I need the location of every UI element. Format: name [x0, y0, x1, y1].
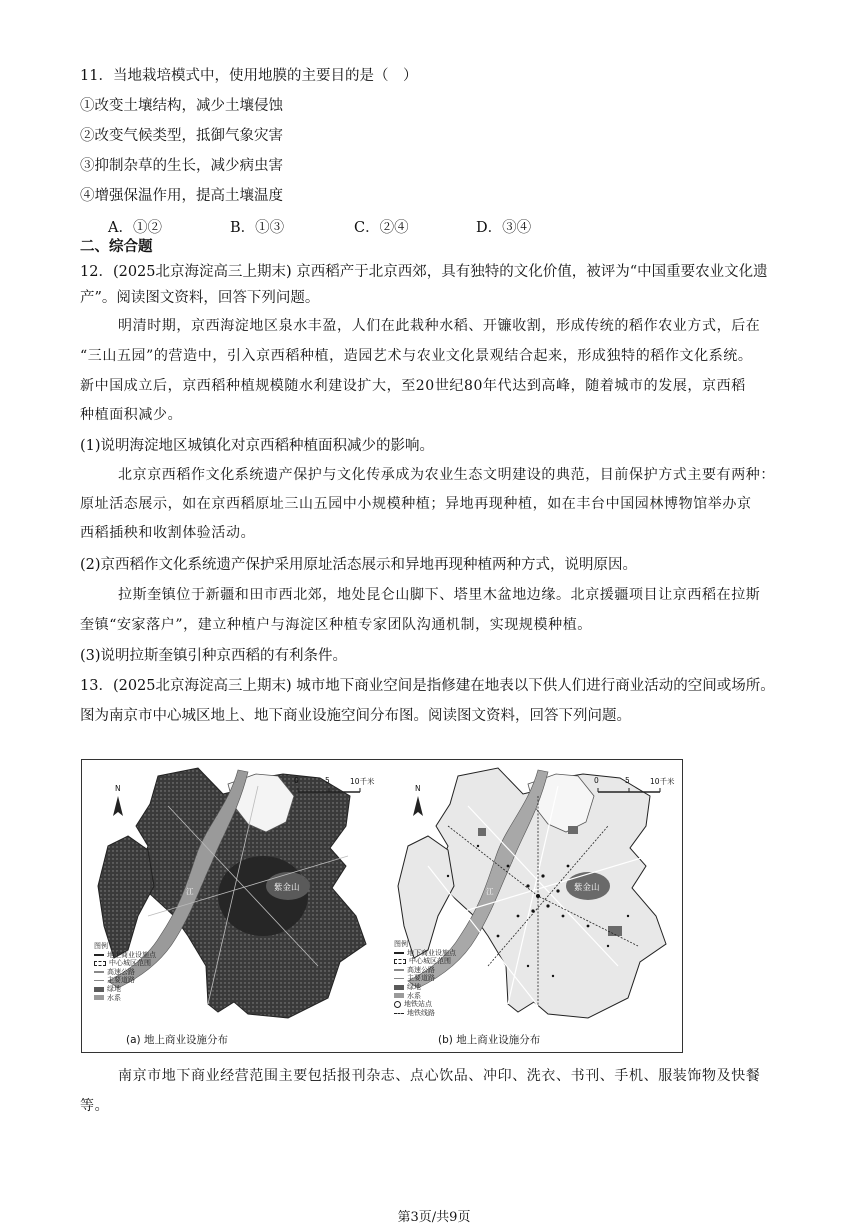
north-arrow [113, 796, 123, 816]
legend-item: 主要道路 [107, 976, 135, 985]
map-b-legend [394, 940, 456, 1017]
scale-10: 10千米 [650, 777, 675, 786]
legend-title: 图例 [394, 940, 408, 948]
q11-item-3: ③抑制杂草的生长，减少病虫害 [80, 158, 283, 174]
q12-sub3: (3)说明拉斯奎镇引种京西稻的有利条件。 [80, 648, 348, 664]
north-label: N [415, 784, 421, 793]
q12-material2-line2: 原址活态展示，如在京西稻原址三山五园中小规模种植；异地再现种植，如在丰台中国园林博物馆举办京 [80, 496, 752, 512]
q12-material3-line2: 奎镇“安家落户”，建立种植户与海淀区种植专家团队沟通机制，实现规模种植。 [80, 617, 592, 633]
nanjing-commercial-map-figure [81, 759, 683, 1053]
legend-item: 中心城区范围 [109, 959, 151, 968]
q12-material1-line1: 明清时期，京西海淀地区泉水丰盈，人们在此栽种水稻、开镰收割，形成传统的稻作农业方式，后在 [118, 318, 761, 334]
q11-item-2: ②改变气候类型，抵御气象灾害 [80, 128, 283, 144]
legend-item: 高速公路 [407, 965, 435, 974]
legend-title: 图例 [94, 942, 108, 950]
q12-material1-line2: “三山五园”的营造中，引入京西稻种植，造园艺术与农业文化景观结合起来，形成独特的稻作文化系统。 [80, 348, 753, 364]
scale-5: 5 [625, 776, 630, 785]
north-arrow [413, 796, 423, 816]
north-label: N [115, 784, 121, 793]
map-a-legend [94, 942, 156, 1002]
q13-after-line1: 南京市地下商业经营范围主要包括报刊杂志、点心饮品、冲印、洗衣、书刊、手机、服装饰物及快餐 [118, 1068, 761, 1084]
option-c[interactable]: C．②④ [354, 220, 409, 236]
q13-intro-line1: 13．(2025北京海淀高三上期末) 城市地下商业空间是指修建在地表以下供人们进行商业活动的空间或场所。 [80, 678, 775, 694]
legend-item: 绿地 [107, 984, 121, 993]
legend-item: 绿地 [407, 982, 421, 991]
mountain-label: 紫金山 [574, 883, 600, 893]
map-panel-b [388, 766, 678, 1028]
scale-0: 0 [294, 776, 299, 785]
map-panel-a [88, 766, 378, 1028]
legend-item: 水系 [407, 991, 421, 1000]
page-footer: 第3页/共9页 [397, 1210, 471, 1225]
option-b[interactable]: B．①③ [230, 220, 285, 236]
legend-item: 地下商业设施点 [407, 948, 456, 957]
q12-material2-line3: 西稻插秧和收割体验活动。 [80, 525, 256, 541]
legend-item: 中心城区范围 [409, 957, 451, 966]
q11-item-4: ④增强保温作用，提高土壤温度 [80, 188, 283, 204]
scale-5: 5 [325, 776, 330, 785]
q12-sub2: (2)京西稻作文化系统遗产保护采用原址活态展示和异地再现种植两种方式，说明原因。 [80, 557, 638, 573]
section-title: 二、综合题 [80, 238, 153, 255]
q13-intro-line2: 图为南京市中心城区地上、地下商业设施空间分布图。阅读图文资料，回答下列问题。 [80, 708, 631, 724]
river-label: 江 [186, 887, 194, 896]
caption-a: (a) 地上商业设施分布 [126, 1034, 228, 1046]
mountain-label: 紫金山 [274, 883, 300, 893]
legend-item: 地上商业设施点 [107, 950, 156, 959]
river-label: 江 [486, 887, 494, 896]
q12-intro-line1: 12．(2025北京海淀高三上期末) 京西稻产于北京西郊，具有独特的文化价值，被评为“中国重要农业文化遗 [80, 264, 768, 280]
q11-item-1: ①改变土壤结构，减少土壤侵蚀 [80, 98, 283, 114]
legend-item: 主要道路 [407, 974, 435, 983]
legend-item: 地铁线路 [407, 1008, 435, 1017]
option-d[interactable]: D．③④ [476, 220, 532, 236]
option-a[interactable]: A．①② [108, 220, 162, 236]
legend-item: 地铁站点 [404, 1000, 432, 1009]
scale-0: 0 [594, 776, 599, 785]
scale-10: 10千米 [350, 777, 375, 786]
q12-material2-line1: 北京京西稻作文化系统遗产保护与文化传承成为农业生态文明建设的典范，目前保护方式主要有两种： [118, 467, 775, 483]
legend-item: 高速公路 [107, 967, 135, 976]
west-district [98, 836, 154, 958]
q12-material1-line4: 种植面积减少。 [80, 407, 183, 423]
q13-after-line2: 等。 [80, 1098, 110, 1114]
q12-sub1: (1)说明海淀地区城镇化对京西稻种植面积减少的影响。 [80, 438, 435, 454]
caption-b: (b) 地上商业设施分布 [438, 1034, 541, 1046]
q11-stem: 11．当地栽培模式中，使用地膜的主要目的是（ ） [80, 68, 418, 84]
legend-item: 水系 [107, 993, 121, 1002]
q12-material1-line3: 新中国成立后，京西稻种植规模随水利建设扩大，至20世纪80年代达到高峰，随着城市的发展，京西稻 [80, 378, 746, 394]
q12-material3-line1: 拉斯奎镇位于新疆和田市西北郊，地处昆仑山脚下、塔里木盆地边缘。北京援疆项目让京西稻在拉斯 [118, 587, 761, 603]
q12-intro-line2: 产”。阅读图文资料，回答下列问题。 [80, 290, 320, 306]
